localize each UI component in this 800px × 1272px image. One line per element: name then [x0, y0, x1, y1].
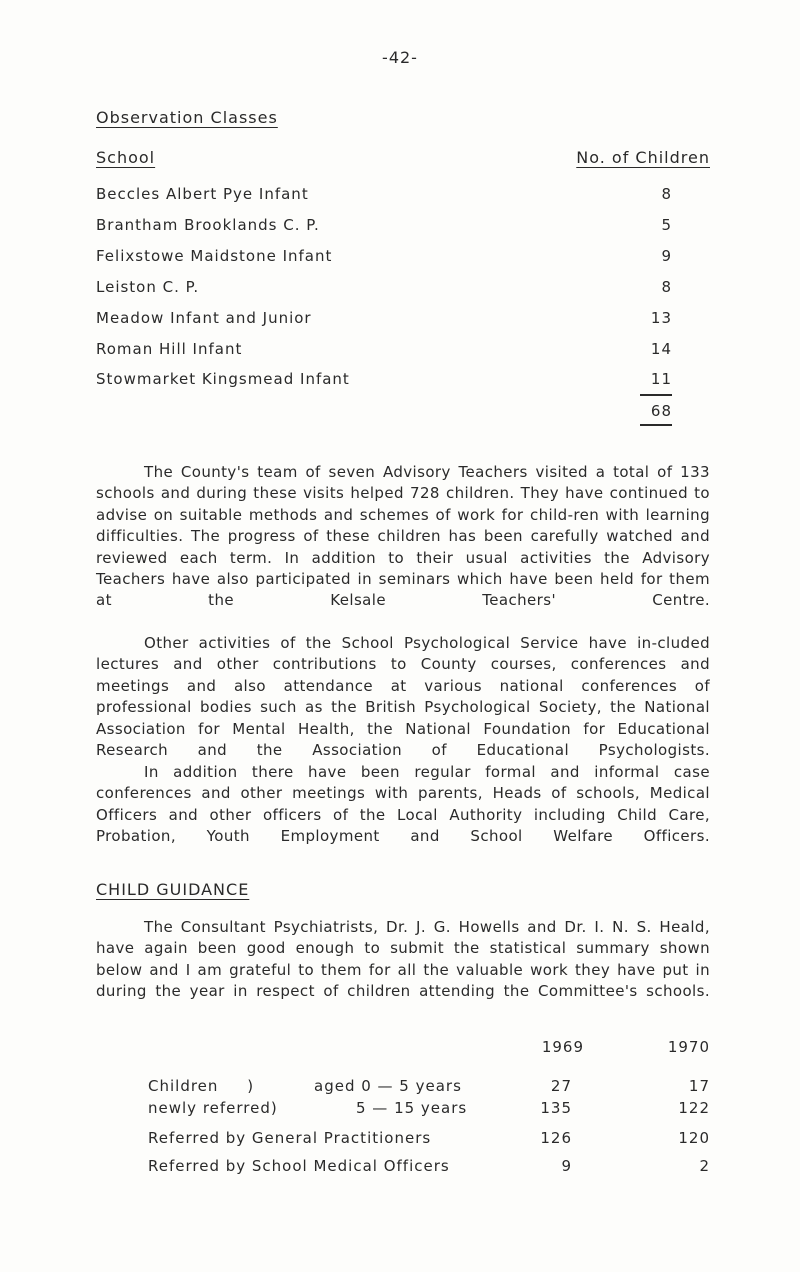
- referral-label: Referred by General Practitioners: [148, 1129, 432, 1147]
- newly-referred-label: newly referred): [148, 1099, 278, 1117]
- table-row-count: 14: [650, 340, 672, 358]
- table-row-count: 8: [661, 278, 672, 296]
- age-range-label: 5 — 15 years: [356, 1099, 468, 1117]
- value-1970: 122: [678, 1099, 710, 1117]
- table-row-school: Brantham Brooklands C. P.: [96, 216, 320, 234]
- column-header-children: No. of Children: [576, 148, 710, 167]
- paragraph-case-conferences: In addition there have been regular formal and informal case conferences and other meetings with parents, Heads of schools, Medical Officers and other officers of the Local Authority including Child Care, Probation, Youth Employment and School Welfare Officers.: [96, 763, 710, 846]
- table-row-school: Meadow Infant and Junior: [96, 309, 312, 327]
- value-1970: 2: [699, 1157, 710, 1175]
- paragraph-child-guidance: The Consultant Psychiatrists, Dr. J. G. Howells and Dr. I. N. S. Heald, have again been good enough to submit the statistical summary shown below and I am grateful to them for all the valuable work they have put in during the year in respect of children attending the Committee's schools.: [96, 918, 710, 1001]
- table-row-school: Roman Hill Infant: [96, 340, 243, 358]
- age-range-label: aged 0 — 5 years: [314, 1077, 462, 1095]
- total-rule-top: [640, 394, 672, 396]
- year-header-1970: 1970: [667, 1038, 710, 1056]
- referral-label: Referred by School Medical Officers: [148, 1157, 450, 1175]
- observation-heading: Observation Classes: [96, 108, 278, 127]
- total-count: 68: [650, 402, 672, 420]
- value-1969: 135: [540, 1099, 572, 1117]
- child-guidance-heading: CHILD GUIDANCE: [96, 880, 250, 899]
- value-1969: 9: [561, 1157, 572, 1175]
- year-header-1969: 1969: [541, 1038, 584, 1056]
- page-number: -42-: [382, 48, 418, 67]
- value-1970: 17: [688, 1077, 710, 1095]
- table-row-school: Felixstowe Maidstone Infant: [96, 247, 333, 265]
- table-row-count: 8: [661, 185, 672, 203]
- value-1969: 126: [540, 1129, 572, 1147]
- total-rule-bottom: [640, 424, 672, 426]
- table-row-school: Leiston C. P.: [96, 278, 200, 296]
- table-row-count: 5: [661, 216, 672, 234]
- value-1970: 120: [678, 1129, 710, 1147]
- table-row-count: 9: [661, 247, 672, 265]
- children-label: Children ): [148, 1077, 255, 1095]
- table-row-count: 13: [650, 309, 672, 327]
- table-row-count: 11: [650, 370, 672, 388]
- paragraph-advisory-teachers: The County's team of seven Advisory Teachers visited a total of 133 schools and during these visits helped 728 children. They have continued to advise on suitable methods and schemes of work for child-ren with learning difficulties. The progress of these children has been carefully watched and reviewed each term. In addition to their usual activities the Advisory Teachers have also participated in seminars which have been held for them at the Kelsale Teachers' Centre.: [96, 463, 710, 610]
- table-row-school: Beccles Albert Pye Infant: [96, 185, 309, 203]
- table-row-school: Stowmarket Kingsmead Infant: [96, 370, 350, 388]
- paragraph-other-activities: Other activities of the School Psychological Service have in-cluded lectures and other contributions to County courses, conferences and meetings and also attendance at various national conferences of professional bodies such as the British Psychological Society, the National Association for Mental Health, the National Foundation for Educational Research and the Association of Educational Psychologists.: [96, 634, 710, 760]
- value-1969: 27: [550, 1077, 572, 1095]
- column-header-school: School: [96, 148, 156, 167]
